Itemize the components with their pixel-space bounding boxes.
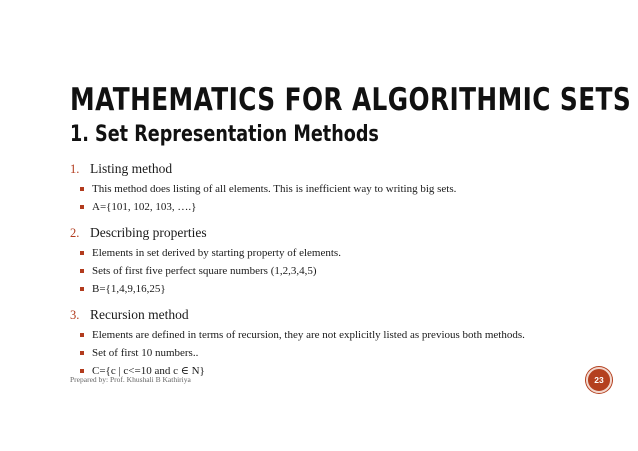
bullet-square-icon (80, 351, 84, 355)
bullet-square-icon (80, 333, 84, 337)
bullet-item (70, 283, 570, 296)
bullet-text: B={1,4,9,16,25} (92, 283, 166, 295)
section-recursion-method (70, 306, 570, 378)
bullet-square-icon (80, 205, 84, 209)
bullet-text: Sets of first five perfect square numbers (1,2,3,4,5) (92, 265, 317, 277)
bullet-item (70, 247, 570, 260)
section-describing-properties (70, 224, 570, 296)
slide-title: MATHEMATICS FOR ALGORITHMIC SETS (70, 82, 632, 118)
bullet-text: Elements in set derived by starting property of elements. (92, 247, 341, 259)
bullet-item (70, 265, 570, 278)
section-heading (70, 224, 570, 242)
section-heading-text: Recursion method (90, 307, 189, 322)
section-number: 1. (70, 162, 80, 176)
section-heading-text: Listing method (90, 161, 173, 176)
bullet-text: This method does listing of all elements. This is inefficient way to writing big sets. (92, 183, 457, 195)
section-number: 2. (70, 226, 80, 240)
bullet-square-icon (80, 369, 84, 373)
section-number: 3. (70, 308, 80, 322)
bullet-square-icon (80, 187, 84, 191)
section-heading (70, 306, 570, 324)
slide-subtitle: 1. Set Representation Methods (70, 122, 379, 147)
bullet-square-icon (80, 251, 84, 255)
slide-content (70, 160, 570, 382)
bullet-item (70, 201, 570, 214)
section-listing-method (70, 160, 570, 214)
bullet-square-icon (80, 287, 84, 291)
page-number-badge: 23 (586, 367, 612, 393)
bullet-text: A={101, 102, 103, ….} (92, 201, 197, 213)
bullet-square-icon (80, 269, 84, 273)
section-heading (70, 160, 570, 178)
bullet-text: Set of first 10 numbers.. (92, 347, 199, 359)
bullet-item (70, 329, 570, 342)
bullet-text: Elements are defined in terms of recursion, they are not explicitly listed as previous both methods. (92, 329, 525, 341)
footer-credit: Prepared by: Prof. Khushali B Kathiriya (70, 375, 191, 384)
bullet-item (70, 347, 570, 360)
section-heading-text: Describing properties (90, 225, 207, 240)
bullet-item (70, 183, 570, 196)
bullet-text: C={c | c<=10 and c ∈ N} (92, 365, 205, 377)
